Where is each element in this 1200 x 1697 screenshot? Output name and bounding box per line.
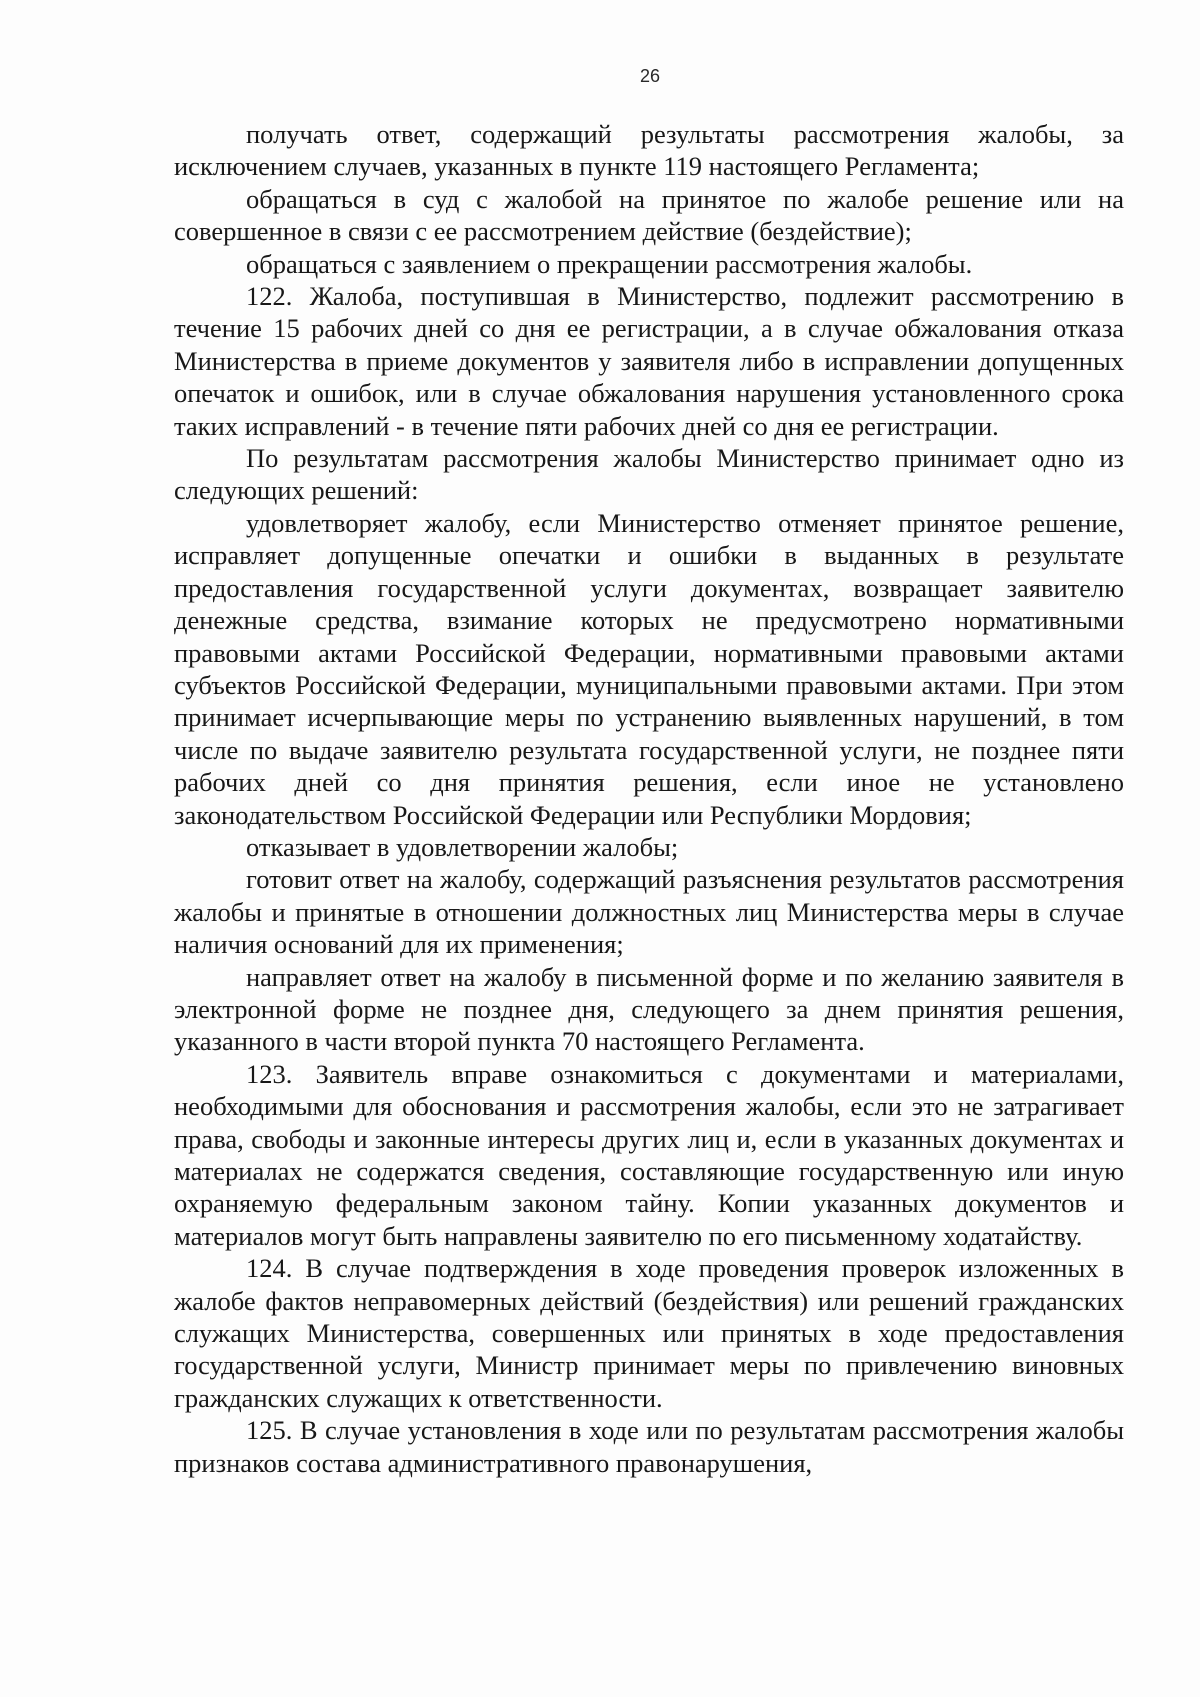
paragraph-right-appeal-court: обращаться в суд с жалобой на принятое по жалобе решение или на совершенное в связи с ее рассмотрением действие (бездействие); [174, 183, 1124, 247]
paragraph-send-answer: направляет ответ на жалобу в письменной форме и по желанию заявителя в электронной форме не позднее дня, следующего за днем принятия решения, указанного в части второй пункта 70 настоящего Регламента. [174, 961, 1124, 1057]
document-body [174, 118, 1124, 1479]
paragraph-125: 125. В случае установления в ходе или по результатам рассмотрения жалобы признаков состава административного правонарушения, [174, 1415, 1124, 1478]
paragraph-123: 123. Заявитель вправе ознакомиться с документами и материалами, необходимыми для обоснования и рассмотрения жалобы, если это не затрагивает права, свободы и законные интересы других лиц и, если в указанных документах и материалах не содержатся сведения, составляющие государственную или иную охраняемую федеральным законом тайну. Копии указанных документов и материалов могут быть направлены заявителю по его письменному ходатайству. [174, 1058, 1124, 1251]
paragraph-decision-refuse: отказывает в удовлетворении жалобы; [246, 831, 679, 862]
paragraph-prepare-answer: готовит ответ на жалобу, содержащий разъяснения результатов рассмотрения жалобы и принятые в отношении должностных лиц Министерства меры в случае наличия оснований для их применения; [174, 864, 1124, 960]
page-number: 26 [639, 66, 661, 86]
paragraph-right-withdraw: обращаться с заявлением о прекращении рассмотрения жалобы. [246, 248, 973, 279]
paragraph-right-receive-answer: получать ответ, содержащий результаты рассмотрения жалобы, за исключением случаев, указанных в пункте 119 настоящего Регламента; [174, 119, 1124, 182]
paragraph-decisions-intro: По результатам рассмотрения жалобы Министерство принимает одно из следующих решений: [174, 443, 1124, 506]
paragraph-122: 122. Жалоба, поступившая в Министерство, подлежит рассмотрению в течение 15 рабочих дней со дня ее регистрации, а в случае обжалования отказа Министерства в приеме документов у заявителя либо в исправлении допущенных опечаток и ошибок, или в случае обжалования нарушения установленного срока таких исправлений - в течение пяти рабочих дней со дня ее регистрации. [174, 281, 1124, 441]
paragraph-124: 124. В случае подтверждения в ходе проведения проверок изложенных в жалобе фактов неправомерных действий (бездействия) или решений гражданских служащих Министерства, совершенных или принятых в ходе предоставления государственной услуги, Министр принимает меры по привлечению виновных гражданских служащих к ответственности. [174, 1253, 1124, 1413]
paragraph-decision-satisfy: удовлетворяет жалобу, если Министерство отменяет принятое решение, исправляет допущенные опечатки и ошибки в выданных в результате предоставления государственной услуги документах, возвращает заявителю денежные средства, взимание которых не предусмотрено нормативными правовыми актами Российской Федерации, нормативными правовыми актами субъектов Российской Федерации, муниципальными правовыми актами. При этом принимает исчерпывающие меры по устранению выявленных нарушений, в том числе по выдаче заявителю результата государственной услуги, не позднее пяти рабочих дней со дня принятия решения, если иное не установлено законодательством Российской Федерации или Республики Мордовия; [174, 507, 1124, 830]
